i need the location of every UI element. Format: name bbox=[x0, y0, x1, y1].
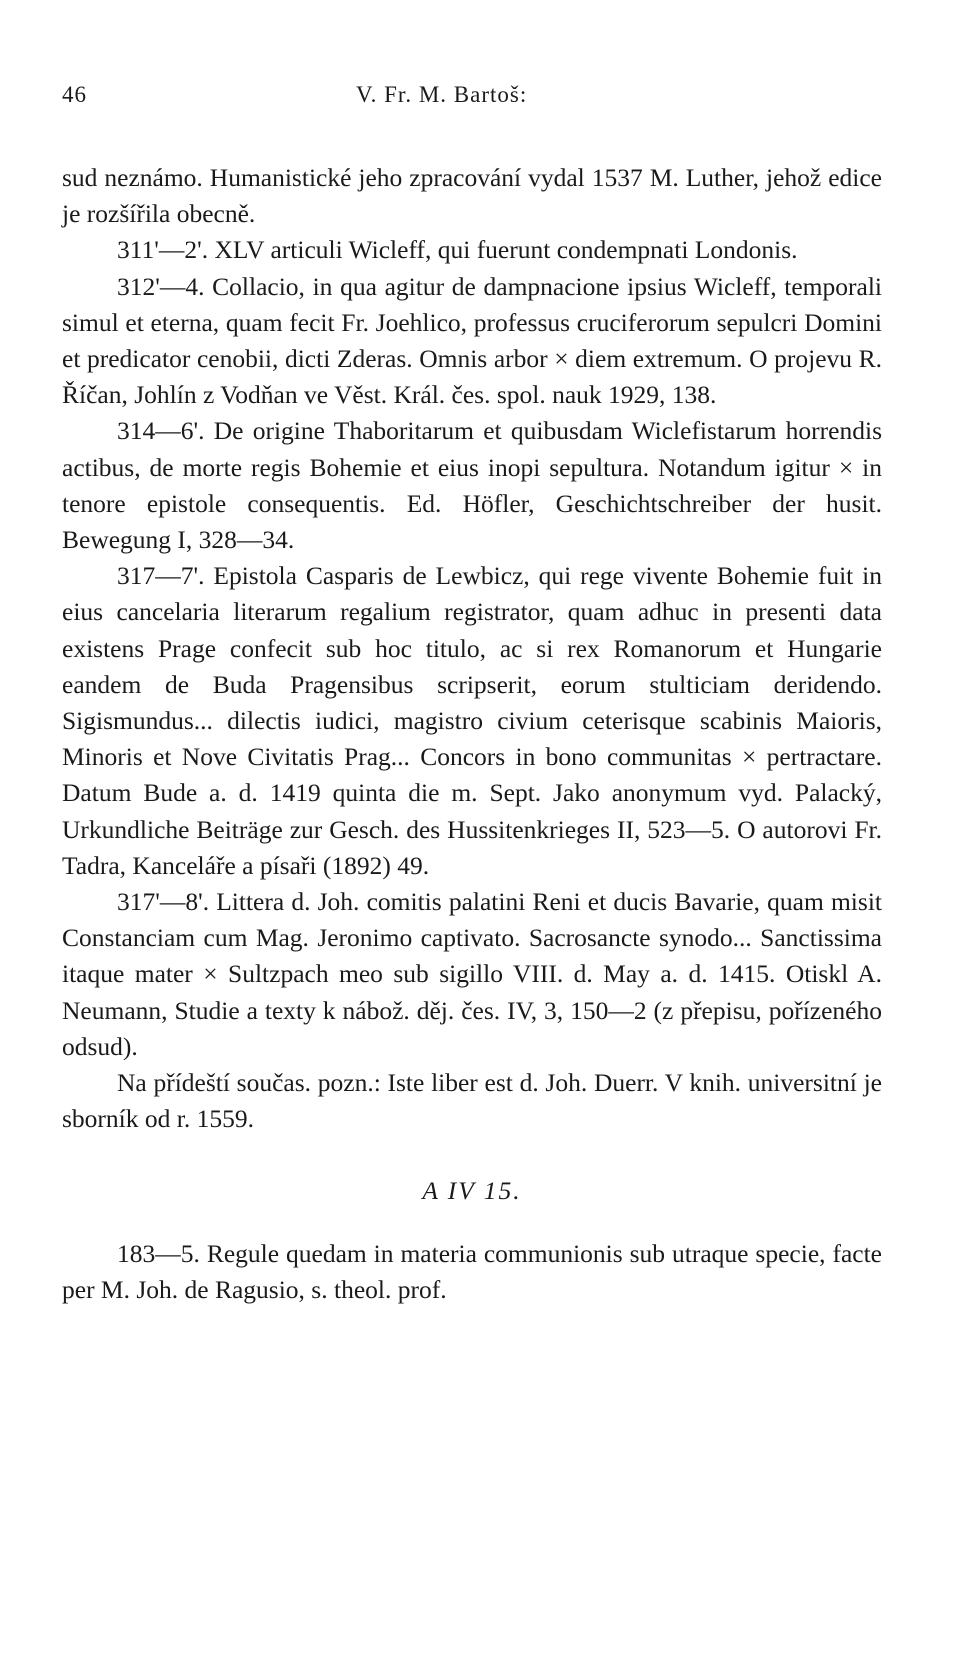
page-number: 46 bbox=[62, 82, 87, 107]
running-head: V. Fr. M. Bartoš: bbox=[356, 82, 528, 107]
paragraph: 317'—8'. Littera d. Joh. comitis palatini Reni et ducis Bavarie, quam misit Constanciam cum Mag. Jeronimo captivato. Sacrosancte synodo... Sanctissima itaque mater × Sultzpach meo sub sigillo VIII. d. May a. d. 1415. Otiskl A. Neumann, Studie a texty k nábož. děj. čes. IV, 3, 150—2 (z přepisu, pořízeného odsud). bbox=[62, 887, 882, 1061]
section-heading: A IV 15. bbox=[422, 1176, 522, 1206]
paragraph: Na přídeští součas. pozn.: Iste liber est d. Joh. Duerr. V knih. universitní je sborník od r. 1559. bbox=[62, 1068, 882, 1134]
paragraph: 312'—4. Collacio, in qua agitur de dampnacione ipsius Wicleff, temporali simul et eterna, quam fecit Fr. Joehlico, professus cruciferorum sepulcri Domini et predicator cenobii, dicti Zderas. Omnis arbor × diem extremum. O projevu R. Říčan, Johlín z Vodňan ve Věst. Král. čes. spol. nauk 1929, 138. bbox=[62, 271, 882, 410]
paragraph: 317—7'. Epistola Casparis de Lewbicz, qui rege vivente Bohemie fuit in eius cancelaria literarum regalium registrator, quam adhuc in presenti data existens Prage confecit sub hoc titulo, ac si rex Romanorum et Hungarie eandem de Buda Pragensibus scripserit, eorum stulticiam deridendo. Sigismundus... dilectis iudici, magistro civium ceterisque scabinis Maioris, Minoris et Nove Civitatis Prag... Concors in bono communitas × pertractare. Datum Bude a. d. 1419 quinta die m. Sept. Jako anonymum vyd. Palacký, Urkundliche Beiträge zur Gesch. des Hussitenkrieges II, 523—5. O autorovi Fr. Tadra, Kanceláře a písaři (1892) 49. bbox=[62, 561, 882, 880]
paragraph: 311'—2'. XLV articuli Wicleff, qui fuerunt condempnati Londonis. bbox=[117, 235, 798, 265]
paragraph: 314—6'. De origine Thaboritarum et quibusdam Wiclefistarum horrendis actibus, de morte regis Bohemie et eius inopi sepultura. Notandum igitur × in tenore epistole consequentis. Ed. Höfler, Geschichtschreiber der husit. Bewegung I, 328—34. bbox=[62, 416, 882, 555]
page-body bbox=[62, 160, 882, 1308]
paragraph: sud neznámo. Humanistické jeho zpracování vydal 1537 M. Luther, jehož edice je rozšířila obecně. bbox=[62, 163, 882, 229]
document-page bbox=[62, 82, 882, 1308]
paragraph: 183—5. Regule quedam in materia communionis sub utraque specie, facte per M. Joh. de Ragusio, s. theol. prof. bbox=[62, 1238, 882, 1304]
page-header bbox=[62, 82, 882, 122]
